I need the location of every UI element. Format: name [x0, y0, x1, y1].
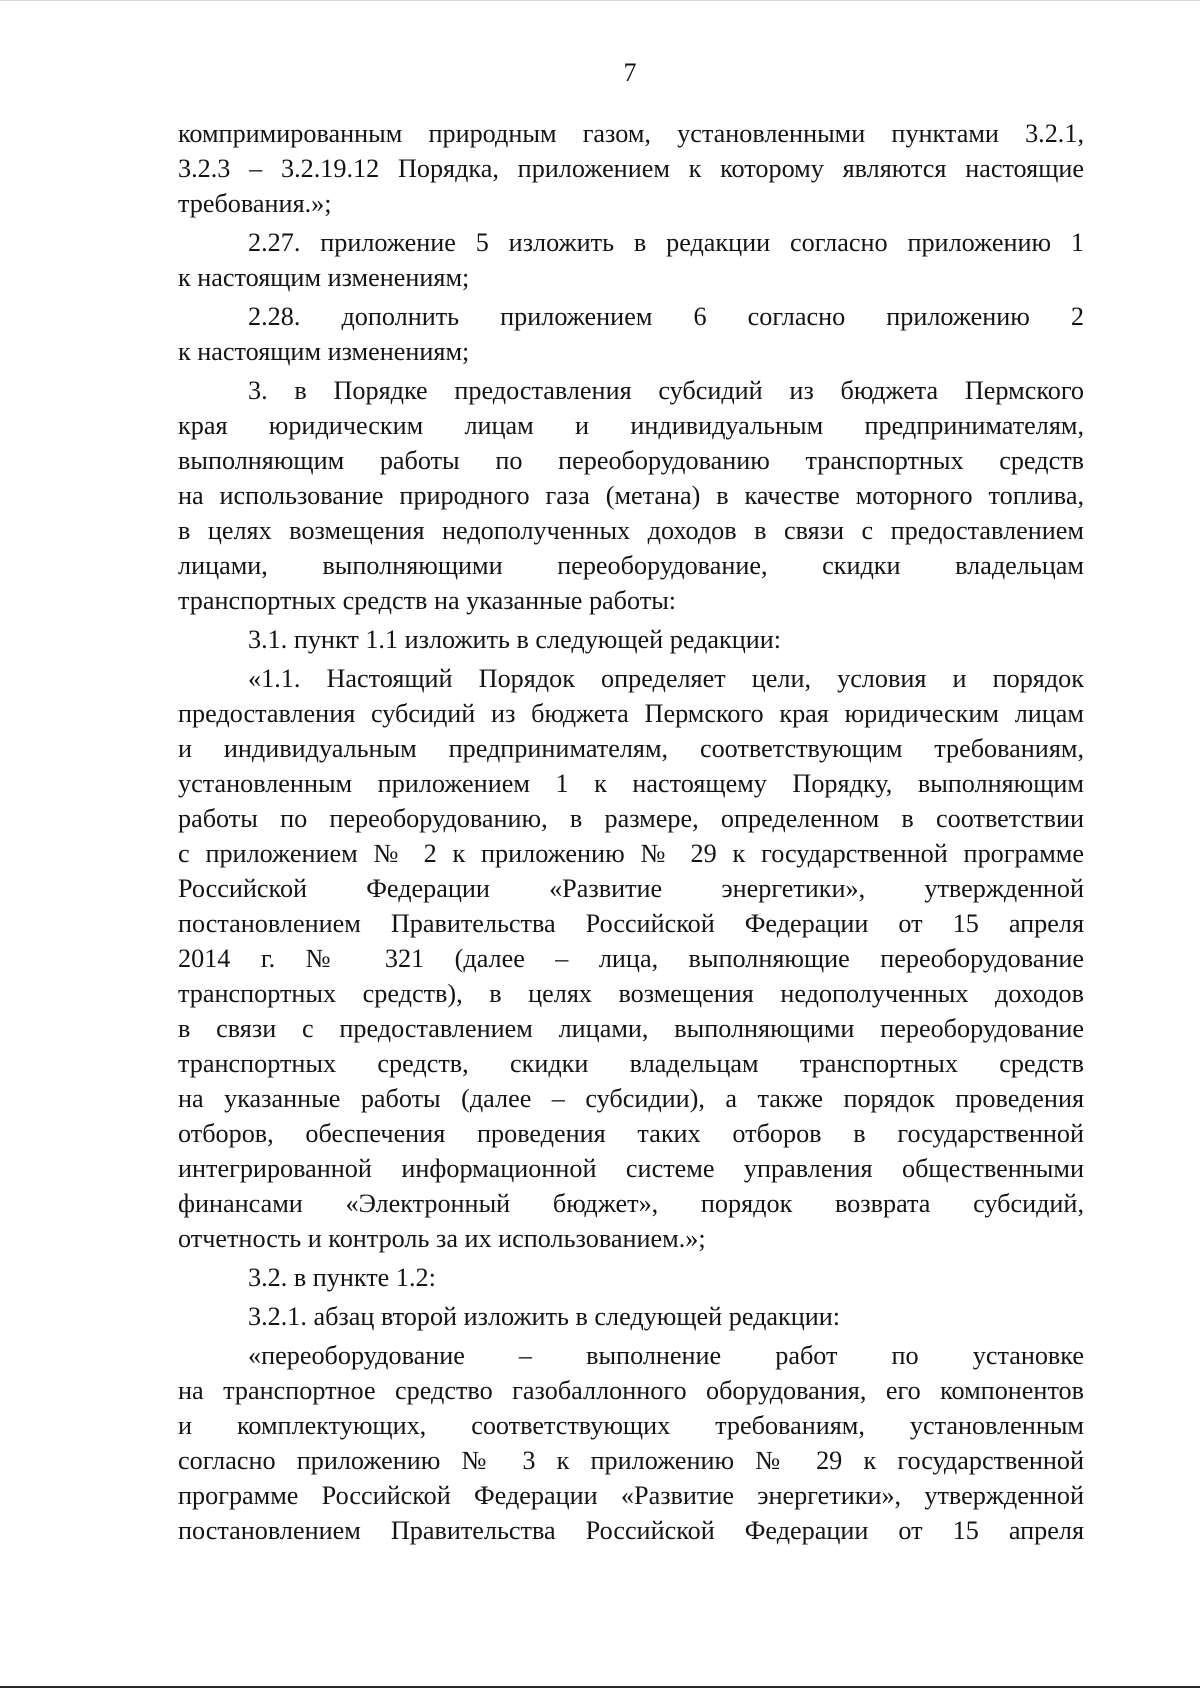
text-line: постановлением Правительства Российской Федерации от 15 апреля [178, 909, 1084, 938]
paragraph-p9 [178, 1338, 1084, 1548]
paragraph-p3 [178, 299, 1084, 369]
text-line: транспортных средств на указанные работы: [178, 586, 677, 615]
text-line: выполняющим работы по переоборудованию транспортных средств [178, 446, 1084, 475]
text-line: лицами, выполняющими переоборудование, скидки владельцам [178, 551, 1084, 580]
text-line: 3.2.3 – 3.2.19.12 Порядка, приложением к которому являются настоящие [178, 154, 1084, 183]
text-line: транспортных средств), в целях возмещения недополученных доходов [178, 979, 1084, 1008]
scan-top-edge [0, 0, 1200, 1]
text-line: к настоящим изменениям; [178, 337, 470, 366]
text-line: транспортных средств, скидки владельцам транспортных средств [178, 1049, 1084, 1078]
page-number: 7 [623, 58, 637, 87]
text-line: с приложением № 2 к приложению № 29 к государственной программе [178, 839, 1084, 868]
text-line: «1.1. Настоящий Порядок определяет цели, условия и порядок [248, 664, 1084, 693]
text-line: 2.27. приложение 5 изложить в редакции согласно приложению 1 [248, 228, 1084, 257]
paragraph-p6 [178, 661, 1084, 1256]
text-line: работы по переоборудованию, в размере, определенном в соответствии [178, 804, 1084, 833]
text-line: в связи с предоставлением лицами, выполняющими переоборудование [178, 1014, 1084, 1043]
text-line: на использование природного газа (метана) в качестве моторного топлива, [178, 481, 1084, 510]
paragraph-p5 [178, 622, 1084, 657]
paragraph-p2 [178, 225, 1084, 295]
scan-bottom-edge [0, 1686, 1200, 1688]
text-line: компримированным природным газом, установленными пунктами 3.2.1, [178, 119, 1084, 148]
text-line: Российской Федерации «Развитие энергетики», утвержденной [178, 874, 1084, 903]
text-line: установленным приложением 1 к настоящему Порядку, выполняющим [178, 769, 1084, 798]
text-line: 3.1. пункт 1.1 изложить в следующей редакции: [248, 625, 782, 654]
text-line: на транспортное средство газобаллонного оборудования, его компонентов [178, 1376, 1084, 1405]
text-line: и индивидуальным предпринимателям, соответствующим требованиям, [178, 734, 1084, 763]
text-line: и комплектующих, соответствующих требованиям, установленным [178, 1411, 1084, 1440]
text-line: предоставления субсидий из бюджета Пермского края юридическим лицам [178, 699, 1084, 728]
document-body [178, 116, 1084, 1548]
text-line: 3.2.1. абзац второй изложить в следующей редакции: [248, 1302, 841, 1331]
text-line: отчетность и контроль за их использованием.»; [178, 1224, 706, 1253]
text-line: программе Российской Федерации «Развитие энергетики», утвержденной [178, 1481, 1084, 1510]
text-line: 3.2. в пункте 1.2: [248, 1263, 436, 1292]
paragraph-p1 [178, 116, 1084, 221]
text-line: согласно приложению № 3 к приложению № 29 к государственной [178, 1446, 1084, 1475]
text-line: края юридическим лицам и индивидуальным предпринимателям, [178, 411, 1084, 440]
text-line: на указанные работы (далее – субсидии), а также порядок проведения [178, 1084, 1084, 1113]
paragraph-p7 [178, 1260, 1084, 1295]
text-line: требования.»; [178, 189, 332, 218]
text-line: к настоящим изменениям; [178, 263, 470, 292]
text-line: интегрированной информационной системе управления общественными [178, 1154, 1084, 1183]
text-line: отборов, обеспечения проведения таких отборов в государственной [178, 1119, 1084, 1148]
paragraph-p8 [178, 1299, 1084, 1334]
text-line: финансами «Электронный бюджет», порядок возврата субсидий, [178, 1189, 1084, 1218]
text-line: «переоборудование – выполнение работ по установке [248, 1341, 1084, 1370]
text-line: постановлением Правительства Российской Федерации от 15 апреля [178, 1516, 1084, 1545]
paragraph-p4 [178, 373, 1084, 618]
text-line: в целях возмещения недополученных доходов в связи с предоставлением [178, 516, 1084, 545]
text-line: 3. в Порядке предоставления субсидий из бюджета Пермского [248, 376, 1084, 405]
text-line: 2.28. дополнить приложением 6 согласно приложению 2 [248, 302, 1084, 331]
text-line: 2014 г. № 321 (далее – лица, выполняющие переоборудование [178, 944, 1084, 973]
